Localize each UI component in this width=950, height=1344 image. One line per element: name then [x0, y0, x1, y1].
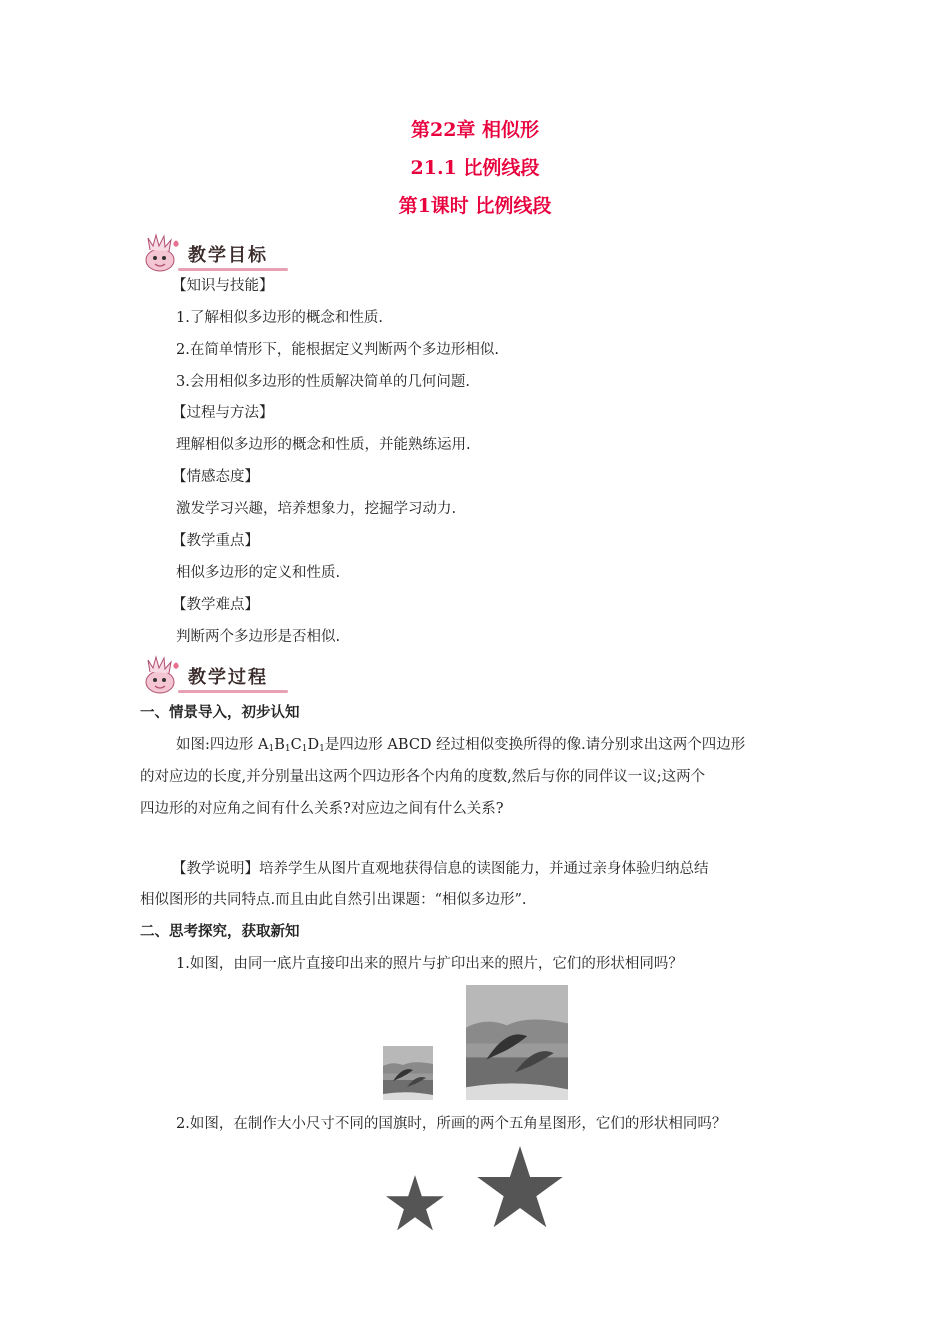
knowledge-heading: 【知识与技能】	[172, 278, 274, 294]
part1-paragraph-line3: 四边形的对应角之间有什么关系?对应边之间有什么关系?	[140, 801, 504, 817]
lesson-title: 第1课时 比例线段	[398, 195, 552, 217]
focus-heading: 【教学重点】	[172, 533, 259, 549]
difficulty-text: 判断两个多边形是否相似.	[176, 629, 341, 645]
large-star-icon	[477, 1146, 563, 1228]
emotion-heading: 【情感态度】	[172, 469, 259, 485]
focus-text: 相似多边形的定义和性质.	[176, 565, 341, 581]
teaching-process-badge	[140, 654, 300, 696]
method-text: 理解相似多边形的概念和性质，并能熟练运用.	[176, 437, 471, 453]
teaching-goals-badge	[140, 232, 300, 274]
part2-heading: 二、思考探究，获取新知	[140, 924, 300, 940]
knowledge-item-1: 1.了解相似多边形的概念和性质.	[176, 310, 383, 326]
part1-paragraph-line1: 如图:四边形 $A_1B_1C_1D_1$是四边形 ABCD 经过相似变换所得的像.请分别求出这两个四边形	[176, 737, 746, 754]
badge-underline	[178, 690, 288, 693]
teaching-goals-label: 教学目标	[188, 245, 268, 266]
difficulty-heading: 【教学难点】	[172, 597, 259, 613]
teaching-process-label: 教学过程	[188, 667, 268, 688]
question-2: 2.如图，在制作大小尺寸不同的国旗时，所画的两个五角星图形，它们的形状相同吗？	[176, 1116, 727, 1132]
method-heading: 【过程与方法】	[172, 405, 274, 421]
teaching-note-line2: 相似图形的共同特点.而且由此自然引出课题：“相似多边形”.	[140, 892, 527, 908]
emotion-text: 激发学习兴趣，培养想象力，挖掘学习动力.	[176, 501, 457, 517]
dolphin-photo-small	[383, 1046, 433, 1100]
knowledge-item-3: 3.会用相似多边形的性质解决简单的几何问题.	[176, 374, 470, 390]
part1-paragraph-line2: 的对应边的长度,并分别量出这两个四边形各个内角的度数,然后与你的同伴议一议;这两个	[140, 769, 706, 785]
section-title: 21.1 比例线段	[410, 157, 540, 179]
small-star-icon	[386, 1175, 444, 1231]
chapter-title: 第22章 相似形	[410, 119, 540, 141]
badge-underline	[178, 268, 288, 271]
dolphin-photo-enlarged	[466, 985, 568, 1100]
knowledge-item-2: 2.在简单情形下，能根据定义判断两个多边形相似.	[176, 342, 499, 358]
part1-heading: 一、情景导入，初步认知	[140, 705, 300, 721]
teaching-note-line1: 【教学说明】培养学生从图片直观地获得信息的读图能力，并通过亲身体验归纳总结	[172, 861, 709, 877]
question-1: 1.如图，由同一底片直接印出来的照片与扩印出来的照片，它们的形状相同吗？	[176, 956, 683, 972]
